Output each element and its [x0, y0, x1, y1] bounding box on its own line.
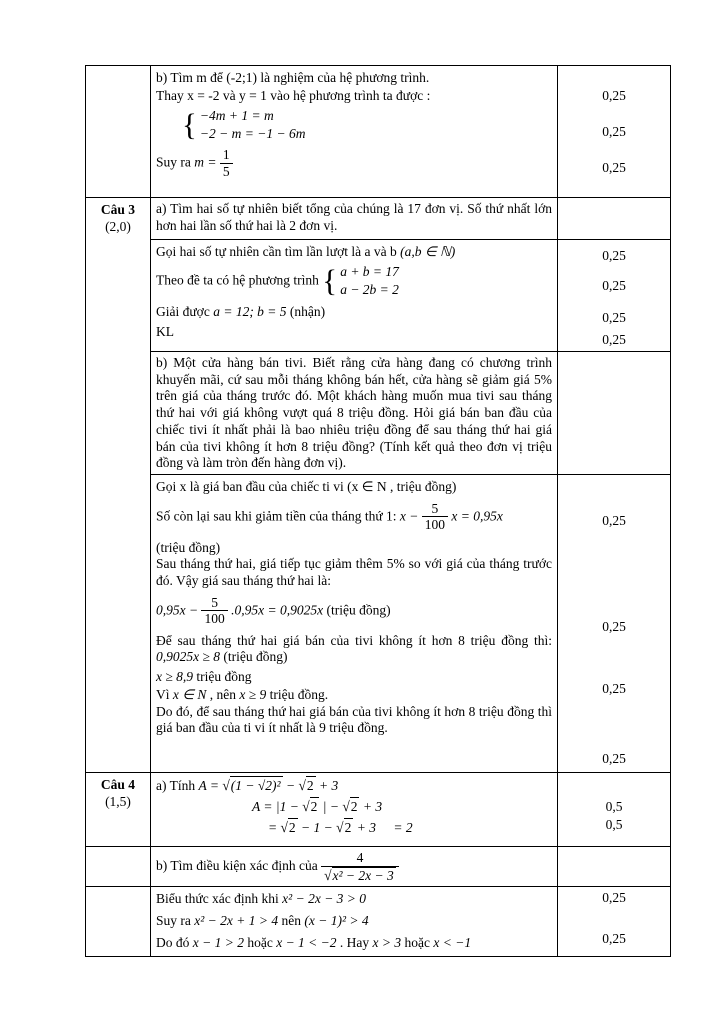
problem-statement-cau3a	[151, 198, 558, 240]
text-segment: . Hay	[336, 934, 373, 950]
radical-sign: √	[324, 867, 332, 884]
answer-content-cau3a	[151, 240, 558, 352]
text-segment: Số còn lại sau khi giảm tiền của tháng thứ 1:	[156, 508, 400, 524]
text-segment: Vì	[156, 686, 173, 702]
math-segment: A =	[198, 778, 219, 794]
text-line	[156, 243, 552, 261]
text-line	[156, 912, 552, 930]
text-line	[156, 668, 552, 686]
math-segment: A = |1 −	[252, 798, 299, 814]
table-row-cau3b-statement	[86, 352, 671, 475]
square-root	[302, 797, 319, 816]
paragraph: Sau tháng thứ hai, giá tiếp tục giảm thêm 5% so với giá của tháng trước đó. Vậy giá sau tháng thứ hai là:	[156, 556, 552, 589]
equation: −4m + 1 = m	[199, 107, 274, 123]
fraction	[422, 501, 448, 534]
text-segment: (nhận)	[286, 304, 326, 320]
math-segment: x ≥ 8,9	[156, 669, 194, 685]
problem-statement-cau3b	[151, 352, 558, 475]
question-total-points: (2,0)	[105, 218, 131, 234]
points-value: 0,25	[602, 310, 626, 325]
text-line: (triệu đồng)	[156, 539, 221, 555]
math-segment: =	[268, 819, 278, 835]
formula-line	[252, 797, 552, 816]
fraction-denominator: 5	[220, 163, 233, 180]
text-segment: nên	[278, 912, 305, 928]
radicand: (1 − √2)²	[230, 778, 281, 794]
brace-symbol: {	[182, 106, 197, 142]
square-root	[298, 776, 315, 795]
text-segment: hoặc	[401, 934, 434, 950]
square-root	[342, 797, 359, 816]
points-value: 0,25	[602, 278, 626, 293]
fraction-numerator: 5	[211, 594, 218, 610]
fraction-denominator: 100	[422, 516, 448, 533]
math-segment: x = 0,95x	[451, 508, 503, 524]
question-label-empty	[86, 66, 151, 198]
points-cell	[558, 198, 671, 240]
text-segment: Giải được	[156, 304, 214, 320]
math-segment: x > 3	[372, 934, 402, 950]
text-segment: Để sau tháng thứ hai giá bán của tivi không ít hơn 8 triệu đồng thì:	[156, 632, 552, 648]
question-number: Câu 3	[100, 202, 136, 217]
formula-line	[156, 850, 552, 884]
points-value: 0,25	[602, 88, 626, 103]
radical-sign: √	[280, 819, 288, 836]
answer-content-cau2b	[151, 66, 558, 198]
points-cell	[558, 352, 671, 475]
answer-content-cau4b	[151, 887, 558, 957]
math-segment: + 3	[356, 819, 376, 835]
paragraph	[156, 633, 552, 666]
math-segment: x < −1	[433, 934, 472, 950]
radical-sign: √	[302, 798, 310, 815]
points-cell	[558, 240, 671, 352]
brace-symbol: {	[322, 263, 338, 299]
square-root	[281, 818, 298, 837]
text-line	[156, 934, 552, 952]
text-segment: Gọi hai số tự nhiên cần tìm lần lượt là a và b	[156, 244, 401, 259]
text-line: b) Tìm m để (-2;1) là nghiệm của hệ phương trình.	[156, 70, 430, 85]
formula-line	[156, 501, 552, 534]
math-segment: x − 1 < −2	[276, 934, 337, 950]
math-segment: − 1 −	[301, 819, 333, 835]
radicand: x² − 2x − 3	[332, 867, 394, 883]
system-equations	[200, 107, 306, 143]
radicand: 2	[344, 819, 352, 835]
text-segment: , nên	[206, 686, 240, 702]
fraction-numerator: 1	[222, 147, 230, 163]
question-number: Câu 4	[100, 777, 136, 793]
points-value: 0,25	[602, 124, 626, 139]
text-segment: Suy ra	[156, 912, 195, 928]
formula-line	[268, 818, 552, 837]
points-value: 0,25	[602, 248, 626, 263]
points-value: 0,5	[605, 799, 623, 815]
fraction-denominator	[321, 866, 399, 884]
points-value: 0,25	[602, 931, 626, 947]
text-segment: (triệu đồng)	[323, 602, 391, 618]
math-segment: (a,b ∈ ℕ)	[400, 244, 456, 259]
points-value: 0,25	[602, 681, 626, 697]
system-equations	[340, 263, 399, 299]
text-segment: a) Tính	[156, 778, 199, 794]
fraction	[321, 850, 399, 884]
question-label-empty	[86, 847, 151, 887]
points-value: 0,25	[602, 751, 626, 767]
math-segment: x ≥ 9	[239, 686, 267, 702]
points-cell	[558, 475, 671, 773]
radical-sign: √	[298, 777, 306, 794]
question-label-cau4	[86, 773, 151, 847]
text-line	[156, 686, 552, 704]
text-line: Thay x = -2 và y = 1 vào hệ phương trình ta được :	[156, 87, 431, 103]
question-label-cau3	[86, 198, 151, 773]
table-row-cau4a	[86, 773, 671, 847]
radical-sign: √	[342, 798, 350, 815]
math-segment: 0,95x −	[156, 602, 199, 618]
fraction	[201, 595, 227, 628]
math-segment: 0,9025x ≥ 8	[156, 649, 221, 665]
math-segment: x² − 2x + 1 > 4	[194, 912, 279, 928]
table-row-cau4b-solution	[86, 887, 671, 957]
text-segment: Biểu thức xác định khi	[156, 891, 283, 907]
equation: −2 − m = −1 − 6m	[199, 125, 306, 141]
radical-sign: √	[336, 819, 344, 836]
text-line	[156, 263, 552, 299]
math-segment: | −	[322, 798, 339, 814]
radical-sign: √	[222, 777, 230, 794]
equation: a − 2b = 2	[340, 282, 399, 298]
square-root	[336, 818, 353, 837]
math-segment: x ∈ N	[172, 686, 207, 702]
problem-statement-cau4b	[151, 847, 558, 887]
math-segment: .0,95x = 0,9025x	[231, 602, 324, 618]
points-cell	[558, 66, 671, 198]
text-line: KL	[156, 324, 174, 340]
formula-line	[156, 776, 552, 795]
text-segment: triệu đồng	[193, 669, 252, 685]
answer-key-table	[85, 65, 671, 957]
text-segment: Suy ra	[156, 154, 191, 170]
text-segment: b) Tìm điều kiện xác định của	[156, 858, 322, 874]
question-total-points: (1,5)	[105, 794, 131, 810]
math-segment: m =	[194, 154, 217, 170]
math-segment: + 3	[362, 798, 383, 814]
points-value: 0,25	[602, 619, 626, 635]
points-value: 0,25	[602, 332, 626, 347]
fraction-numerator: 4	[356, 850, 364, 866]
equation-system	[182, 107, 305, 143]
paragraph: b) Một cửa hàng bán tivi. Biết rằng cửa hàng đang có chương trình khuyến mãi, cứ sau mỗi tháng không bán hết, cửa hàng sẽ giảm giá 5% trên giá của tháng trước đó. Một khách hàng muốn mua tivi sau tháng thứ hai với giá không vượt quá 8 triệu đồng. Hỏi giá bán ban đầu của chiếc tivi ít nhất phải là bao nhiêu triệu đồng để sau tháng thứ hai giá bán của tivi không ít hơn 8 triệu đồng? (Tính kết quả theo đơn vị triệu đồng và làm tròn đến hàng đơn vị).	[156, 355, 552, 471]
points-value: 0,25	[602, 513, 626, 529]
math-segment: (x − 1)² > 4	[304, 912, 369, 928]
text-segment: Do đó	[156, 934, 193, 950]
table-row-cau2b	[86, 66, 671, 198]
radicand: 2	[288, 819, 296, 835]
radicand: 2	[350, 798, 358, 814]
paragraph: a) Tìm hai số tự nhiên biết tổng của chúng là 17 đơn vị. Số thứ nhất lớn hơn hai lần số thứ hai là 2 đơn vị.	[156, 201, 552, 233]
points-value: 0,25	[602, 160, 626, 175]
radicand: 2	[306, 778, 314, 794]
math-segment: x −	[399, 508, 419, 524]
math-segment: + 3	[319, 778, 339, 794]
text-segment: (triệu đồng)	[220, 649, 288, 665]
table-row-cau4b-statement	[86, 847, 671, 887]
equation: a + b = 17	[340, 263, 399, 279]
answer-content-cau4a	[151, 773, 558, 847]
answer-content-cau3b	[151, 475, 558, 773]
radicand: 2	[310, 798, 318, 814]
text-segment: triệu đồng.	[266, 686, 329, 702]
equation-system	[322, 263, 399, 299]
square-root	[324, 867, 396, 884]
formula-line	[156, 595, 552, 628]
question-label-empty	[86, 887, 151, 957]
text-segment: hoặc	[243, 934, 277, 950]
math-segment: = 2	[393, 819, 413, 835]
fraction-numerator: 5	[431, 500, 439, 516]
text-line	[156, 303, 552, 321]
points-value: 0,25	[602, 890, 626, 906]
points-value: 0,5	[605, 817, 623, 833]
text-line	[156, 147, 552, 180]
points-cell	[558, 773, 671, 847]
math-segment: −	[285, 778, 296, 794]
square-root	[222, 776, 282, 795]
fraction-denominator: 100	[201, 610, 227, 627]
paragraph: Do đó, để sau tháng thứ hai giá bán của tivi không ít hơn 8 triệu đồng thì giá ban đầu của ti vi ít nhất là 9 triệu đồng.	[156, 703, 552, 736]
math-segment: x² − 2x − 3 > 0	[282, 891, 367, 907]
math-segment: x − 1 > 2	[192, 934, 244, 950]
table-row-cau3b-solution	[86, 475, 671, 773]
table-row-cau3a-solution	[86, 240, 671, 352]
points-cell	[558, 887, 671, 957]
points-cell	[558, 847, 671, 887]
fraction	[220, 147, 233, 180]
text-line: Gọi x là giá ban đầu của chiếc ti vi (x ∈ N , triệu đồng)	[156, 479, 457, 495]
table-row-cau3a-statement	[86, 198, 671, 240]
text-segment: Theo đề ta có hệ phương trình	[156, 272, 323, 288]
math-segment: a = 12; b = 5	[213, 304, 287, 320]
text-line	[156, 890, 552, 908]
